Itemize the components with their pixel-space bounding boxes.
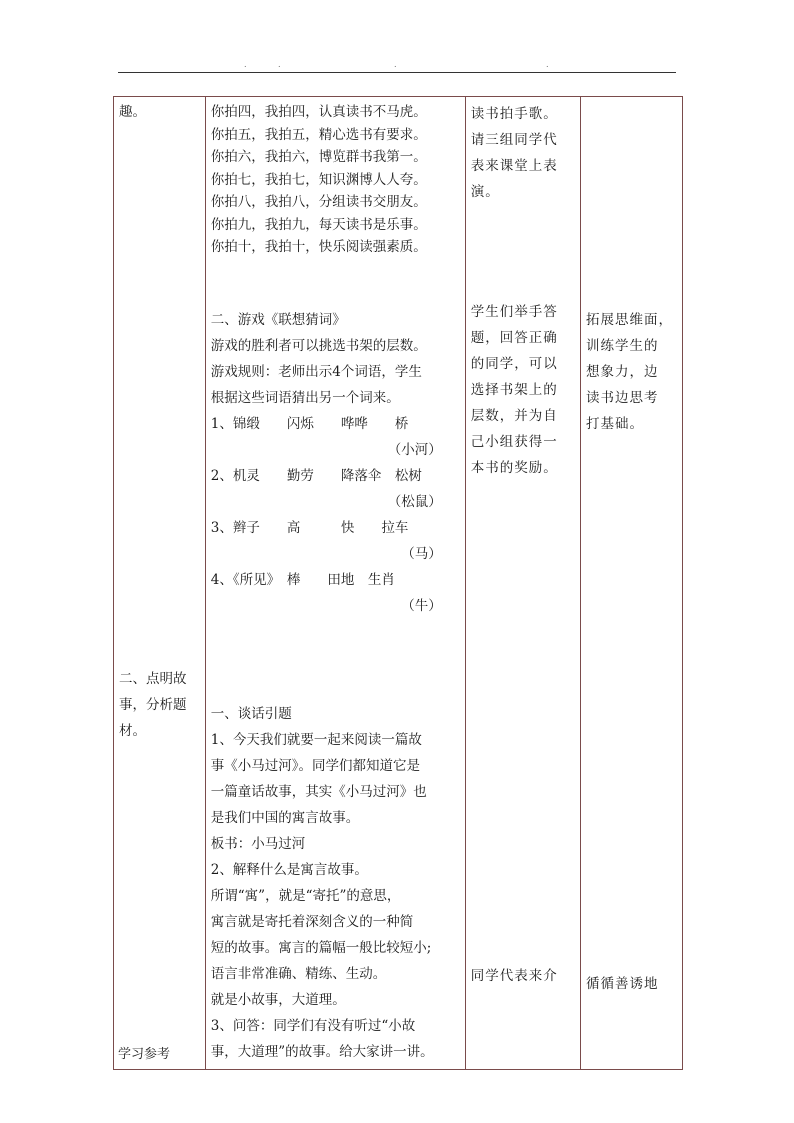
talk-line: 短的故事。寓言的篇幅一般比较短小; [210, 939, 432, 956]
student-text: 请三组同学代 [470, 132, 558, 148]
game-line: 游戏的胜利者可以挑选书架的层数。 [210, 337, 427, 354]
table-row [114, 97, 683, 1070]
poem-line: 你拍五，我拍五，精心选书有要求。 [210, 126, 427, 143]
student-text: 选择书架上的 [470, 382, 558, 398]
student-text: 层数，并为自 [470, 408, 558, 424]
talk-line: 事《小马过河》。同学们都知道它是 [210, 757, 421, 774]
col-stage [114, 97, 206, 1070]
student-text: 题，回答正确 [470, 330, 558, 346]
col-student [465, 97, 580, 1070]
header-dots [118, 60, 676, 70]
poem-line: 你拍四，我拍四，认真读书不马虎。 [210, 104, 427, 120]
riddle-question: 2、机灵 勤劳 降落伞 松树 [210, 467, 422, 484]
student-text: 的同学，可以 [470, 356, 558, 372]
header-rule [118, 72, 676, 73]
lesson-table [113, 96, 683, 1070]
col-intent [581, 97, 683, 1070]
student-text: 读书拍手歌。 [470, 106, 558, 122]
header-dot: . [278, 60, 281, 69]
riddle-answer: （马） [401, 545, 442, 562]
student-text: 学生们举手答 [470, 304, 558, 320]
talk-line: 语言非常准确、精练、生动。 [210, 965, 387, 982]
riddle-question: 3、辫子 高 快 拉车 [210, 519, 409, 536]
header-dot: . [394, 60, 397, 69]
stage-text-2: 二、点明故 [119, 670, 187, 687]
talk-line: 事，大道理”的故事。给大家讲一讲。 [210, 1043, 434, 1060]
talk-line: 1、今天我们就要一起来阅读一篇故 [210, 731, 422, 748]
intent-text: 循循善诱地 [586, 976, 659, 992]
col-teacher [205, 97, 465, 1070]
riddle-answer: （小河） [387, 441, 442, 458]
talk-line: 就是小故事，大道理。 [210, 991, 346, 1008]
talk-line: 3、问答：同学们有没有听过“小故 [210, 1017, 416, 1034]
intent-text: 打基础。 [586, 416, 644, 432]
intent-text: 拓展思维面， [586, 312, 673, 328]
student-text: 本书的奖励。 [470, 460, 558, 476]
poem-line: 你拍九，我拍九，每天读书是乐事。 [210, 216, 427, 233]
student-text: 同学代表来介 [470, 968, 558, 984]
student-text: 演。 [470, 184, 500, 200]
poem-line: 你拍十，我拍十，快乐阅读强素质。 [210, 239, 427, 255]
riddle-question: 4、《所见》 棒 田地 生肖 [210, 571, 395, 588]
poem-line: 你拍六，我拍六，博览群书我第一。 [210, 149, 427, 165]
header-dot: . [546, 60, 549, 69]
stage-text-2: 事，分析题 [119, 696, 187, 713]
student-text: 表来课堂上表 [470, 158, 558, 174]
stage-text-2: 材。 [119, 722, 146, 739]
talk-line: 板书：小马过河 [210, 835, 306, 852]
poem-line: 你拍七，我拍七，知识渊博人人夸。 [210, 171, 427, 188]
intent-text: 想象力，边 [586, 364, 659, 380]
talk-title: 一、谈话引题 [210, 705, 292, 722]
game-line: 游戏规则：老师出示4个词语，学生 [210, 363, 422, 380]
riddle-answer: （牛） [401, 597, 442, 614]
talk-line: 所谓“寓”，就是“寄托”的意思， [210, 887, 401, 904]
poem-line: 你拍八，我拍八，分组读书交朋友。 [210, 194, 427, 210]
talk-line: 一篇童话故事，其实《小马过河》也 [210, 783, 427, 800]
talk-line: 寓言就是寄托着深刻含义的一种简 [210, 913, 414, 930]
intent-text: 读书边思考 [586, 390, 659, 406]
talk-line: 2、解释什么是寓言故事。 [210, 861, 368, 878]
intent-text: 训练学生的 [586, 338, 659, 354]
student-text: 己小组获得一 [470, 434, 558, 450]
riddle-question: 1、锦缎 闪烁 哗哗 桥 [210, 415, 409, 432]
game-title: 二、游戏《联想猜词》 [210, 311, 346, 328]
riddle-answer: （松鼠） [387, 493, 442, 510]
stage-text-top: 趣。 [119, 104, 146, 120]
game-line: 根据这些词语猜出另一个词来。 [210, 389, 400, 406]
header-dot: . [244, 60, 247, 69]
talk-line: 是我们中国的寓言故事。 [210, 809, 360, 826]
footer-label: 学习参考 [118, 1047, 171, 1062]
